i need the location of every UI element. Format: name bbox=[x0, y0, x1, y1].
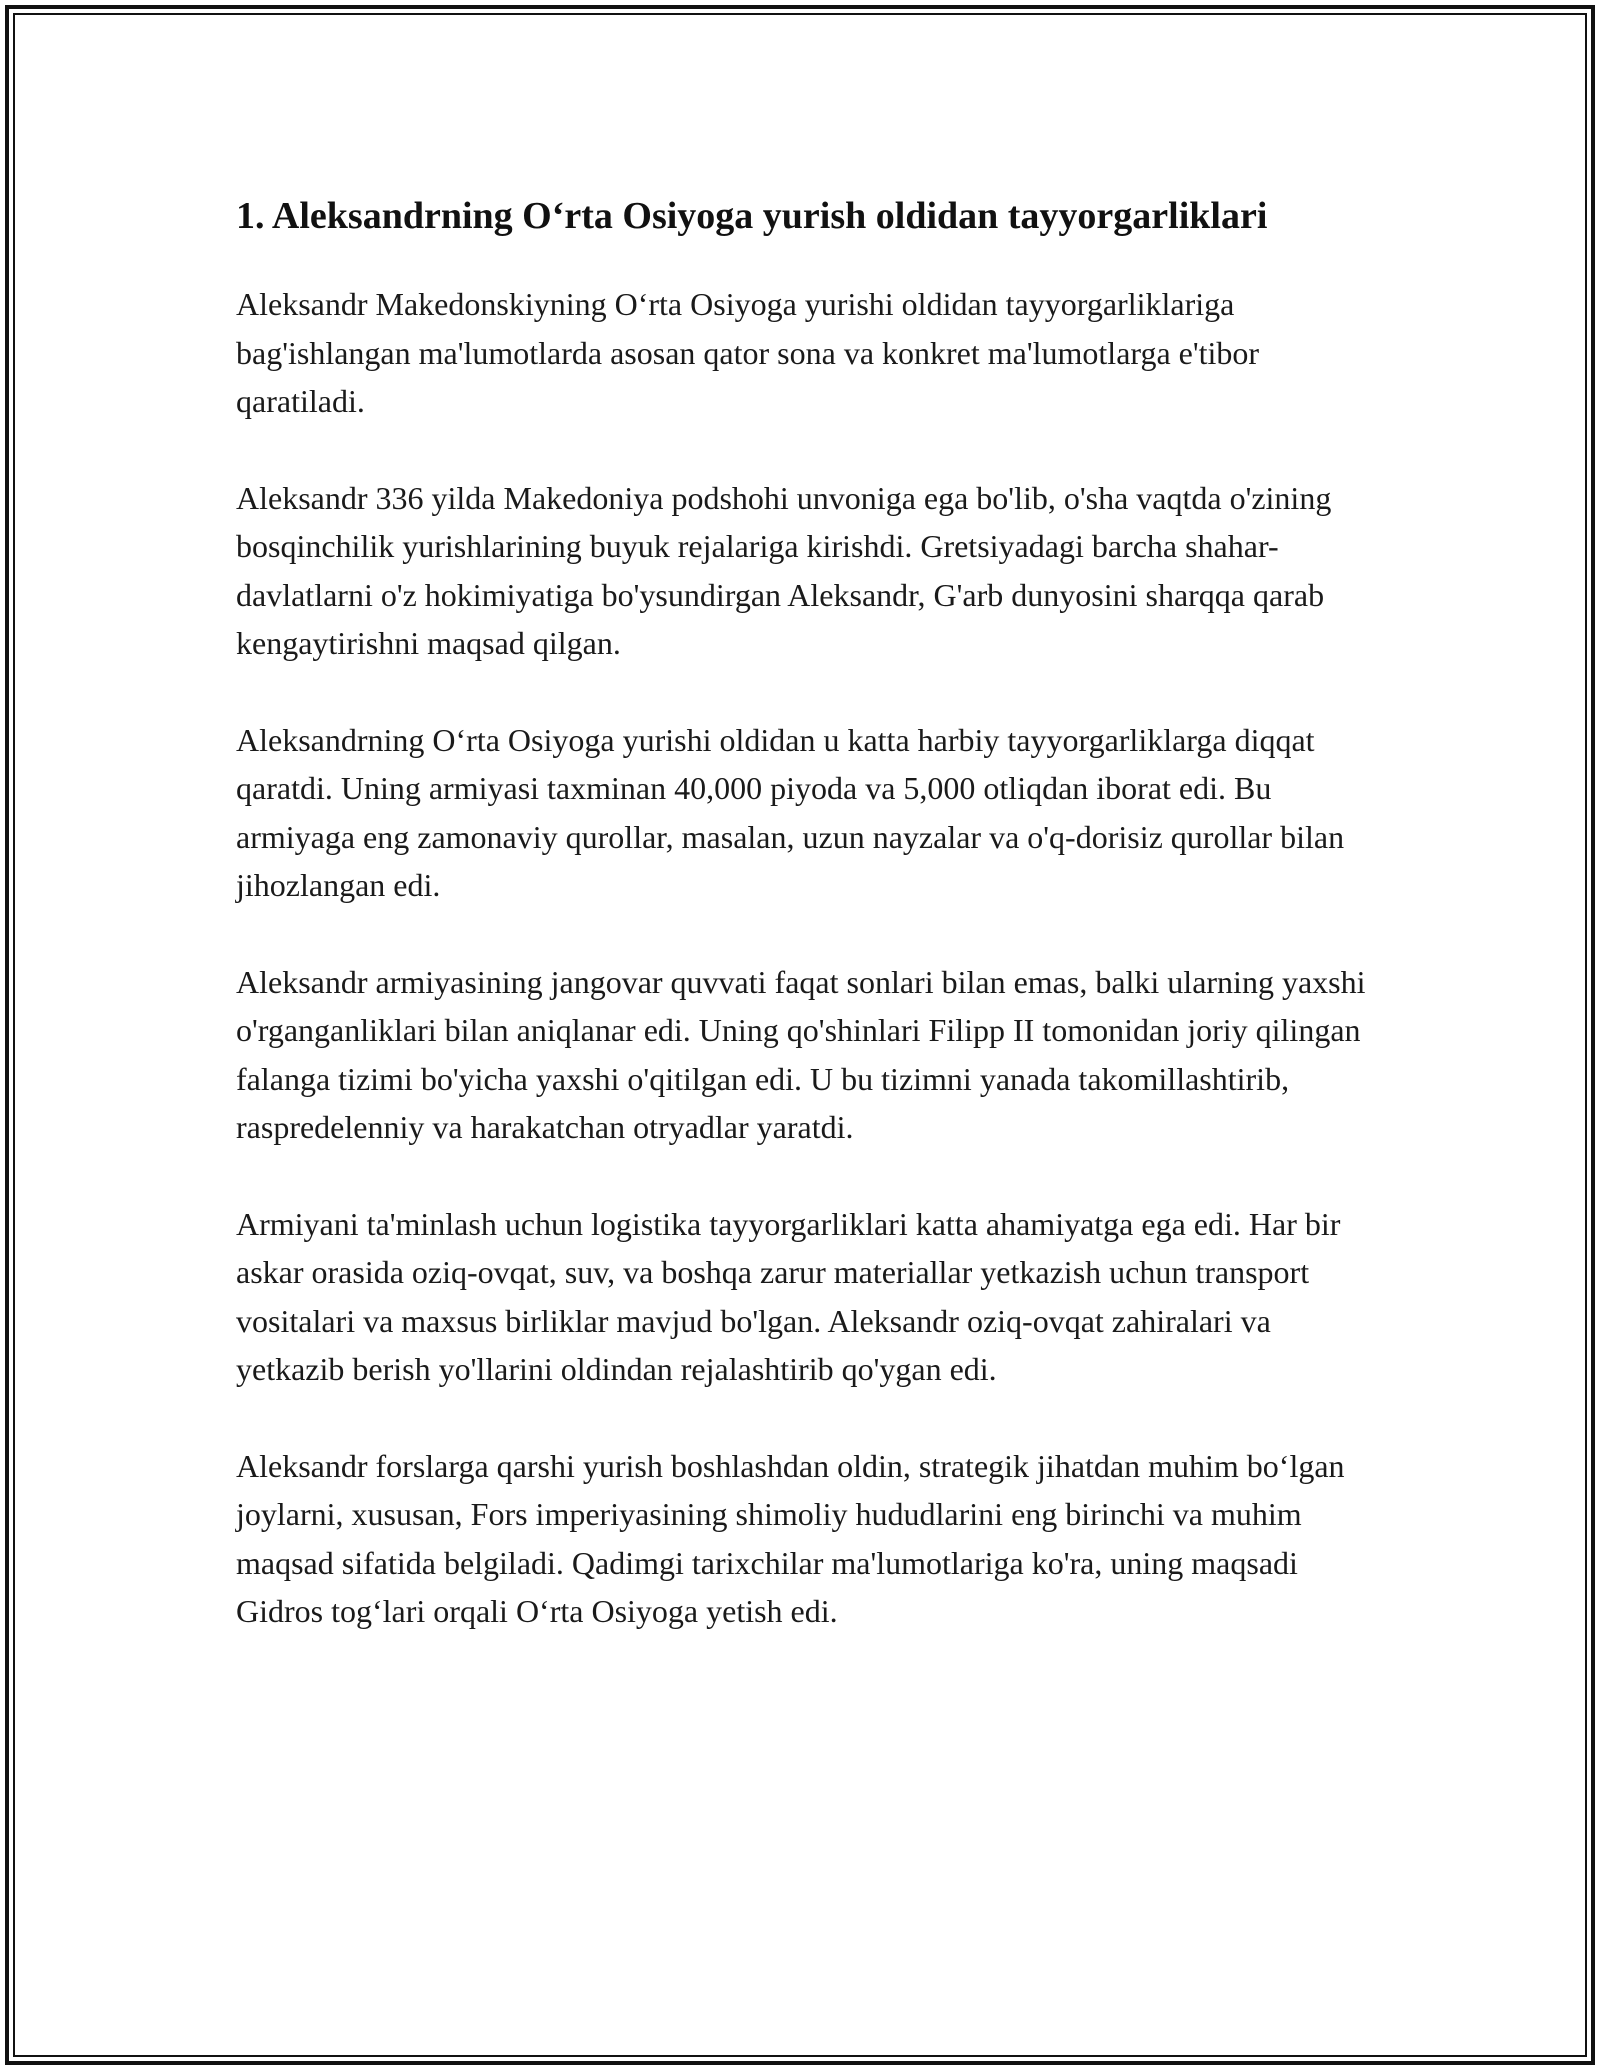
document-title: 1. Aleksandrning O‘rta Osiyoga yurish oldidan tayyorgarliklari bbox=[236, 195, 1268, 237]
paragraph-1: Aleksandr Makedonskiyning O‘rta Osiyoga yurishi oldidan tayyorgarliklariga bag'ishlangan ma'lumotlarda asosan qator sona va konkret ma'lumotlarga e'tibor qaratiladi. bbox=[236, 286, 1260, 419]
paragraph-6: Aleksandr forslarga qarshi yurish boshlashdan oldin, strategik jihatdan muhim bo‘lgan joylarni, xususan, Fors imperiyasining shimoliy hududlarini eng birinchi va muhim maqsad sifatida belgiladi. Qadimgi tarixchilar ma'lumotlariga ko'ra, uning maqsadi Gidros tog‘lari orqali O‘rta Osiyoga yetish edi. bbox=[236, 1447, 1345, 1629]
document-body bbox=[236, 188, 1376, 1684]
paragraph-4: Aleksandr armiyasining jangovar quvvati faqat sonlari bilan emas, balki ularning yaxshi o'rganganliklari bilan aniqlanar edi. Uning qo'shinlari Filipp II tomonidan joriy qilingan falanga tizimi bo'yicha yaxshi o'qitilgan edi. U bu tizimni yanada takomillashtirib, raspredelenniy va harakatchan otryadlar yaratdi. bbox=[236, 963, 1366, 1145]
paragraph-5: Armiyani ta'minlash uchun logistika tayyorgarliklari katta ahamiyatga ega edi. Har bir askar orasida oziq-ovqat, suv, va boshqa zarur materiallar yetkazish uchun transport vositalari va maxsus birliklar mavjud bo'lgan. Aleksandr oziq-ovqat zahiralari va yetkazib berish yo'llarini oldindan rejalashtirib qo'ygan edi. bbox=[236, 1205, 1341, 1387]
paragraph-3: Aleksandrning O‘rta Osiyoga yurishi oldidan u katta harbiy tayyorgarliklarga diqqat qaratdi. Uning armiyasi taxminan 40,000 piyoda va 5,000 otliqdan iborat edi. Bu armiyaga eng zamonaviy qurollar, masalan, uzun nayzalar va o'q-dorisiz qurollar bilan jihozlangan edi. bbox=[236, 721, 1345, 903]
paragraph-2: Aleksandr 336 yilda Makedoniya podshohi unvoniga ega bo'lib, o'sha vaqtda o'zining bosqinchilik yurishlarining buyuk rejalariga kirishdi. Gretsiyadagi barcha shahar-davlatlarni o'z hokimiyatiga bo'ysundirgan Aleksandr, G'arb dunyosini sharqqa qarab kengaytirishni maqsad qilgan. bbox=[236, 479, 1332, 661]
